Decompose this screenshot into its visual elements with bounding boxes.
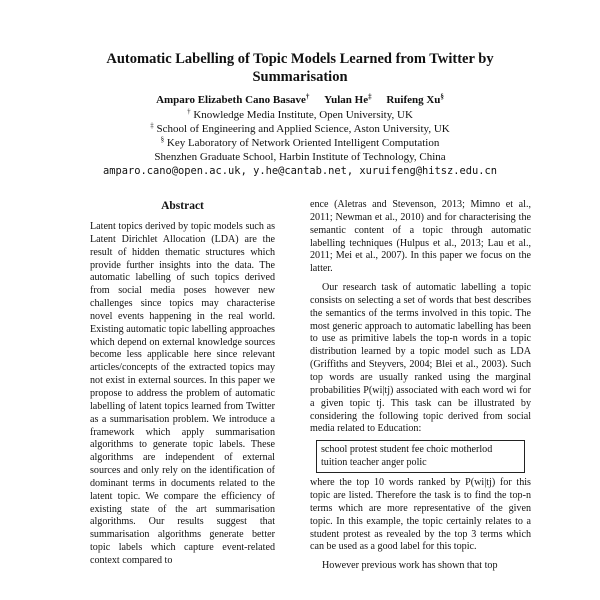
affiliation: ‡ School of Engineering and Applied Science, Aston University, UK <box>150 121 450 135</box>
author-emails: amparo.cano@open.ac.uk, y.he@cantab.net, xuruifeng@hitsz.edu.cn <box>102 165 498 177</box>
body-paragraph: Our research task of automatic labelling a topic consists on selecting a set of words that best describes the semantics of the terms involved in this topic. The most generic approach to automatic labelling has been to use as primitive labels the top-n words in a topic distribution learned by a topic model such as LDA (Griffiths and Steyvers, 2004; Blei et al., 2003). Such top words are usually ranked using the marginal probabilities P(wi|tj) associated with each word wi for a given topic tj. This task can be illustrated by considering the following topic derived from social media related to Education: <box>310 282 531 435</box>
body-paragraph: where the top 10 words ranked by P(wi|tj) for this topic are listed. Therefore the task is to find the top-n terms which are more representative of the given topic. In this example, the topic certainly relates to a student protest as revealed by the top 3 terms which can be used as a good label for this topic. <box>310 477 531 553</box>
affiliation: Shenzhen Graduate School, Harbin Institute of Technology, China <box>154 151 446 163</box>
author: Yulan He‡ <box>324 92 372 106</box>
affiliation: § Key Laboratory of Network Oriented Intelligent Computation <box>160 135 440 149</box>
abstract-text: Latent topics derived by topic models such as Latent Dirichlet Allocation (LDA) are the result of hidden thematic structures which provide further insights into the data. The automatic labelling of such topics derived from social media poses however new challenges since topics may characterise novel events happening in the real world. Existing automatic topic labelling approaches which depend on external knowledge sources become less applicable here since relevant articles/concepts of the extracted topics may not exist in external sources. In this paper we propose to address the problem of automatic labelling of latent topics learned from Twitter as a summarisation problem. We introduce a framework which apply summarisation algorithms to generate topic labels. These algorithms are independent of external sources and only rely on the identification of dominant terms in documents related to the latent topic. We compare the efficiency of existing state of the art summarisation algorithms. Our results suggest that summarisation algorithms generate better topic labels which capture event-related context compared to <box>90 221 275 566</box>
body-paragraph: However previous work has shown that top <box>322 560 498 572</box>
author: Amparo Elizabeth Cano Basave† <box>156 92 310 106</box>
paper-title: Automatic Labelling of Topic Models Learned from Twitter by Summarisation <box>106 51 494 85</box>
author-list <box>60 94 540 107</box>
body-column <box>310 199 531 573</box>
body-paragraph: ence (Aletras and Stevenson, 2013; Mimno et al., 2011; Newman et al., 2010) and for characterising the semantic content of a topic through automatic labelling techniques (Hulpus et al., 2013; Lau et al., 2011; Mei et al., 2007). In this paper we focus on the latter. <box>310 199 531 275</box>
author: Ruifeng Xu§ <box>386 92 444 106</box>
affiliation: † Knowledge Media Institute, Open University, UK <box>187 107 413 121</box>
abstract-heading: Abstract <box>161 200 204 212</box>
topic-example-box: school protest student fee choic motherlod tuition teacher anger polic <box>316 440 525 473</box>
